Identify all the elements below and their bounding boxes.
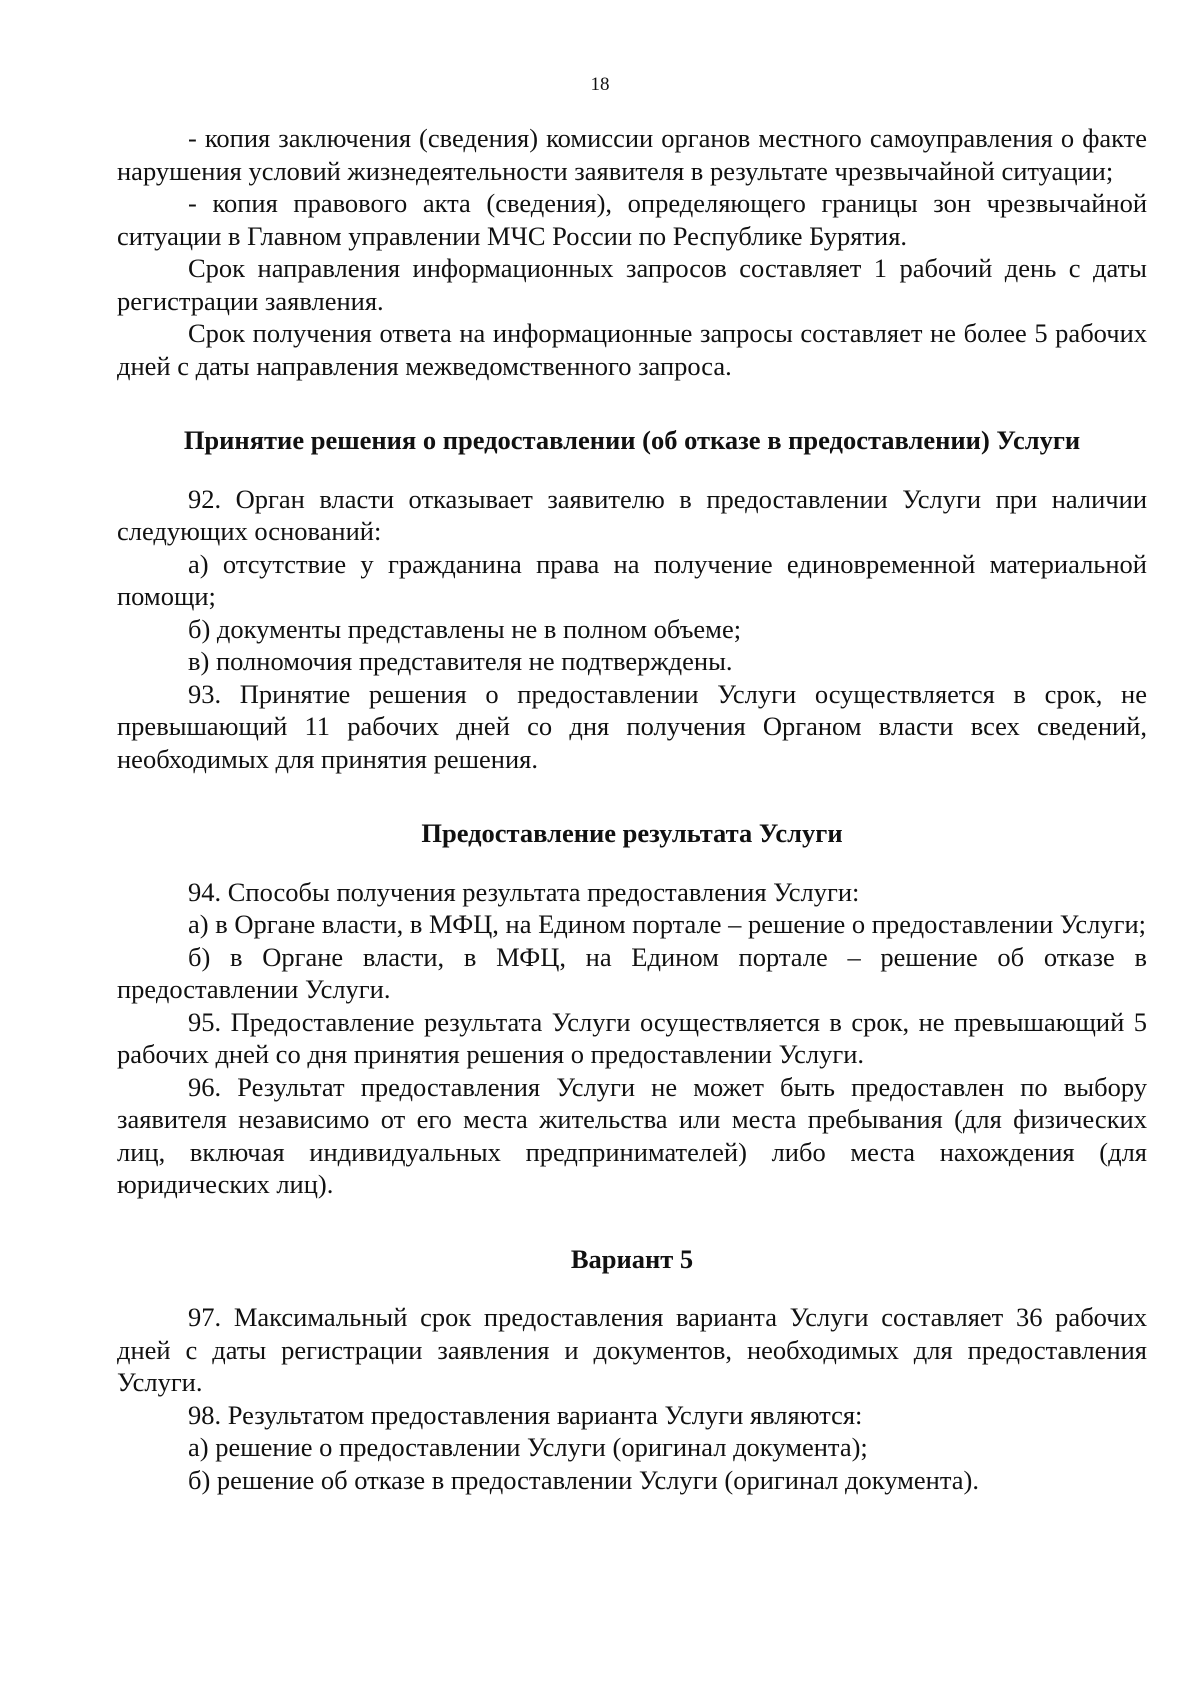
list-item-98b: б) решение об отказе в предоставлении Услуги (оригинал документа). bbox=[188, 1464, 979, 1495]
paragraph-97: 97. Максимальный срок предоставления варианта Услуги составляет 36 рабочих дней с даты регистрации заявления и документов, необходимых для предоставления Услуги. bbox=[117, 1302, 1147, 1397]
document-body bbox=[117, 122, 1147, 1496]
list-item-98a: а) решение о предоставлении Услуги (оригинал документа); bbox=[188, 1432, 868, 1462]
paragraph-94: 94. Способы получения результата предоставления Услуги: bbox=[188, 876, 860, 907]
page-number: 18 bbox=[590, 74, 610, 95]
section-heading-decision: Принятие решения о предоставлении (об отказе в предоставлении) Услуги bbox=[183, 425, 1081, 455]
section-heading-result: Предоставление результата Услуги bbox=[421, 818, 843, 848]
paragraph-request-term: Срок направления информационных запросов составляет 1 рабочий день с даты регистрации заявления. bbox=[117, 253, 1147, 316]
paragraph-95: 95. Предоставление результата Услуги осуществляется в срок, не превышающий 5 рабочих дней со дня принятия решения о предоставлении Услуги. bbox=[117, 1006, 1147, 1069]
paragraph-96: 96. Результат предоставления Услуги не может быть предоставлен по выбору заявителя независимо от его места жительства или места пребывания (для физических лиц, включая индивидуальных предпринимателей) либо места нахождения (для юридических лиц). bbox=[117, 1071, 1147, 1199]
section-heading-variant-5: Вариант 5 bbox=[570, 1243, 694, 1274]
list-item-94b: б) в Органе власти, в МФЦ, на Едином портале – решение об отказе в предоставлении Услуги. bbox=[117, 941, 1147, 1004]
list-item-92c: в) полномочия представителя не подтверждены. bbox=[188, 646, 733, 676]
paragraph-legal-act-copy: - копия правового акта (сведения), определяющего границы зон чрезвычайной ситуации в Главном управлении МЧС России по Республике Бурятия. bbox=[117, 188, 1147, 251]
paragraph-93: 93. Принятие решения о предоставлении Услуги осуществляется в срок, не превышающий 11 рабочих дней со дня получения Органом власти всех сведений, необходимых для принятия решения. bbox=[117, 678, 1147, 774]
list-item-92a: а) отсутствие у гражданина права на получение единовременной материальной помощи; bbox=[117, 548, 1147, 611]
paragraph-98: 98. Результатом предоставления варианта Услуги являются: bbox=[188, 1399, 863, 1430]
list-item-92b: б) документы представлены не в полном объеме; bbox=[188, 613, 742, 644]
paragraph-response-term: Срок получения ответа на информационные запросы составляет не более 5 рабочих дней с даты направления межведомственного запроса. bbox=[117, 318, 1147, 381]
paragraph-92: 92. Орган власти отказывает заявителю в предоставлении Услуги при наличии следующих оснований: bbox=[117, 483, 1147, 546]
list-item-94a: а) в Органе власти, в МФЦ, на Едином портале – решение о предоставлении Услуги; bbox=[188, 909, 1147, 939]
paragraph-commission-copy: - копия заключения (сведения) комиссии органов местного самоуправления о факте нарушения условий жизнедеятельности заявителя в результате чрезвычайной ситуации; bbox=[117, 123, 1147, 186]
